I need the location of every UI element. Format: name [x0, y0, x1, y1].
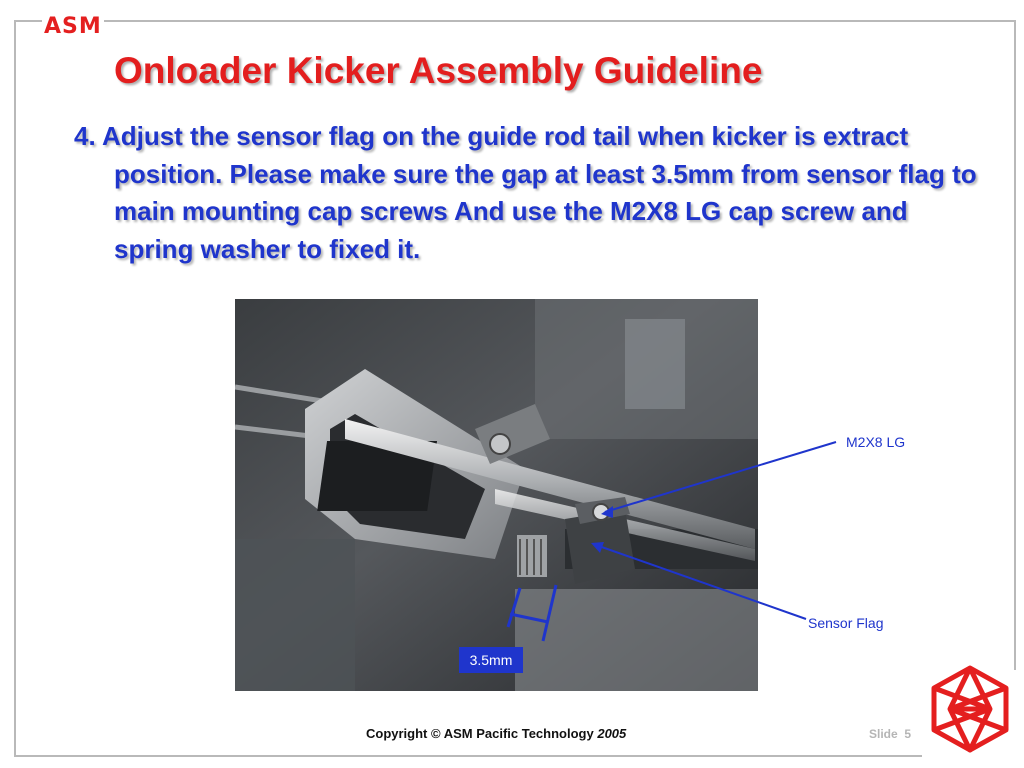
slide-title: Onloader Kicker Assembly Guideline	[114, 50, 763, 91]
slide-number-value: 5	[904, 727, 912, 741]
brand-logo-text: ASM	[44, 14, 102, 39]
screw-callout-label: M2X8 LG	[846, 434, 906, 450]
frame-left-line	[14, 20, 16, 757]
frame-top-line	[14, 20, 1016, 22]
instruction-text: 4. Adjust the sensor flag on the guide rod tail when kicker is extract position. Please make sure the gap at least 3.5mm from sensor flag to main mounting cap screws And use the M2X8 LG cap screw and spring washer to fixed it.	[74, 121, 977, 264]
assembly-photo	[235, 299, 758, 691]
slide-label: Slide	[869, 727, 898, 741]
copyright-year: 2005	[597, 726, 627, 741]
copyright-footer	[366, 726, 626, 741]
frame-bottom-line	[14, 755, 922, 757]
copyright-text: Copyright © ASM Pacific Technology	[366, 726, 594, 741]
frame-right-line	[1014, 20, 1016, 670]
sensor-flag-callout-label: Sensor Flag	[808, 615, 884, 631]
slide-number	[869, 727, 911, 741]
gap-measurement-label: 3.5mm	[459, 647, 523, 673]
asm-emblem-icon	[928, 664, 1012, 754]
